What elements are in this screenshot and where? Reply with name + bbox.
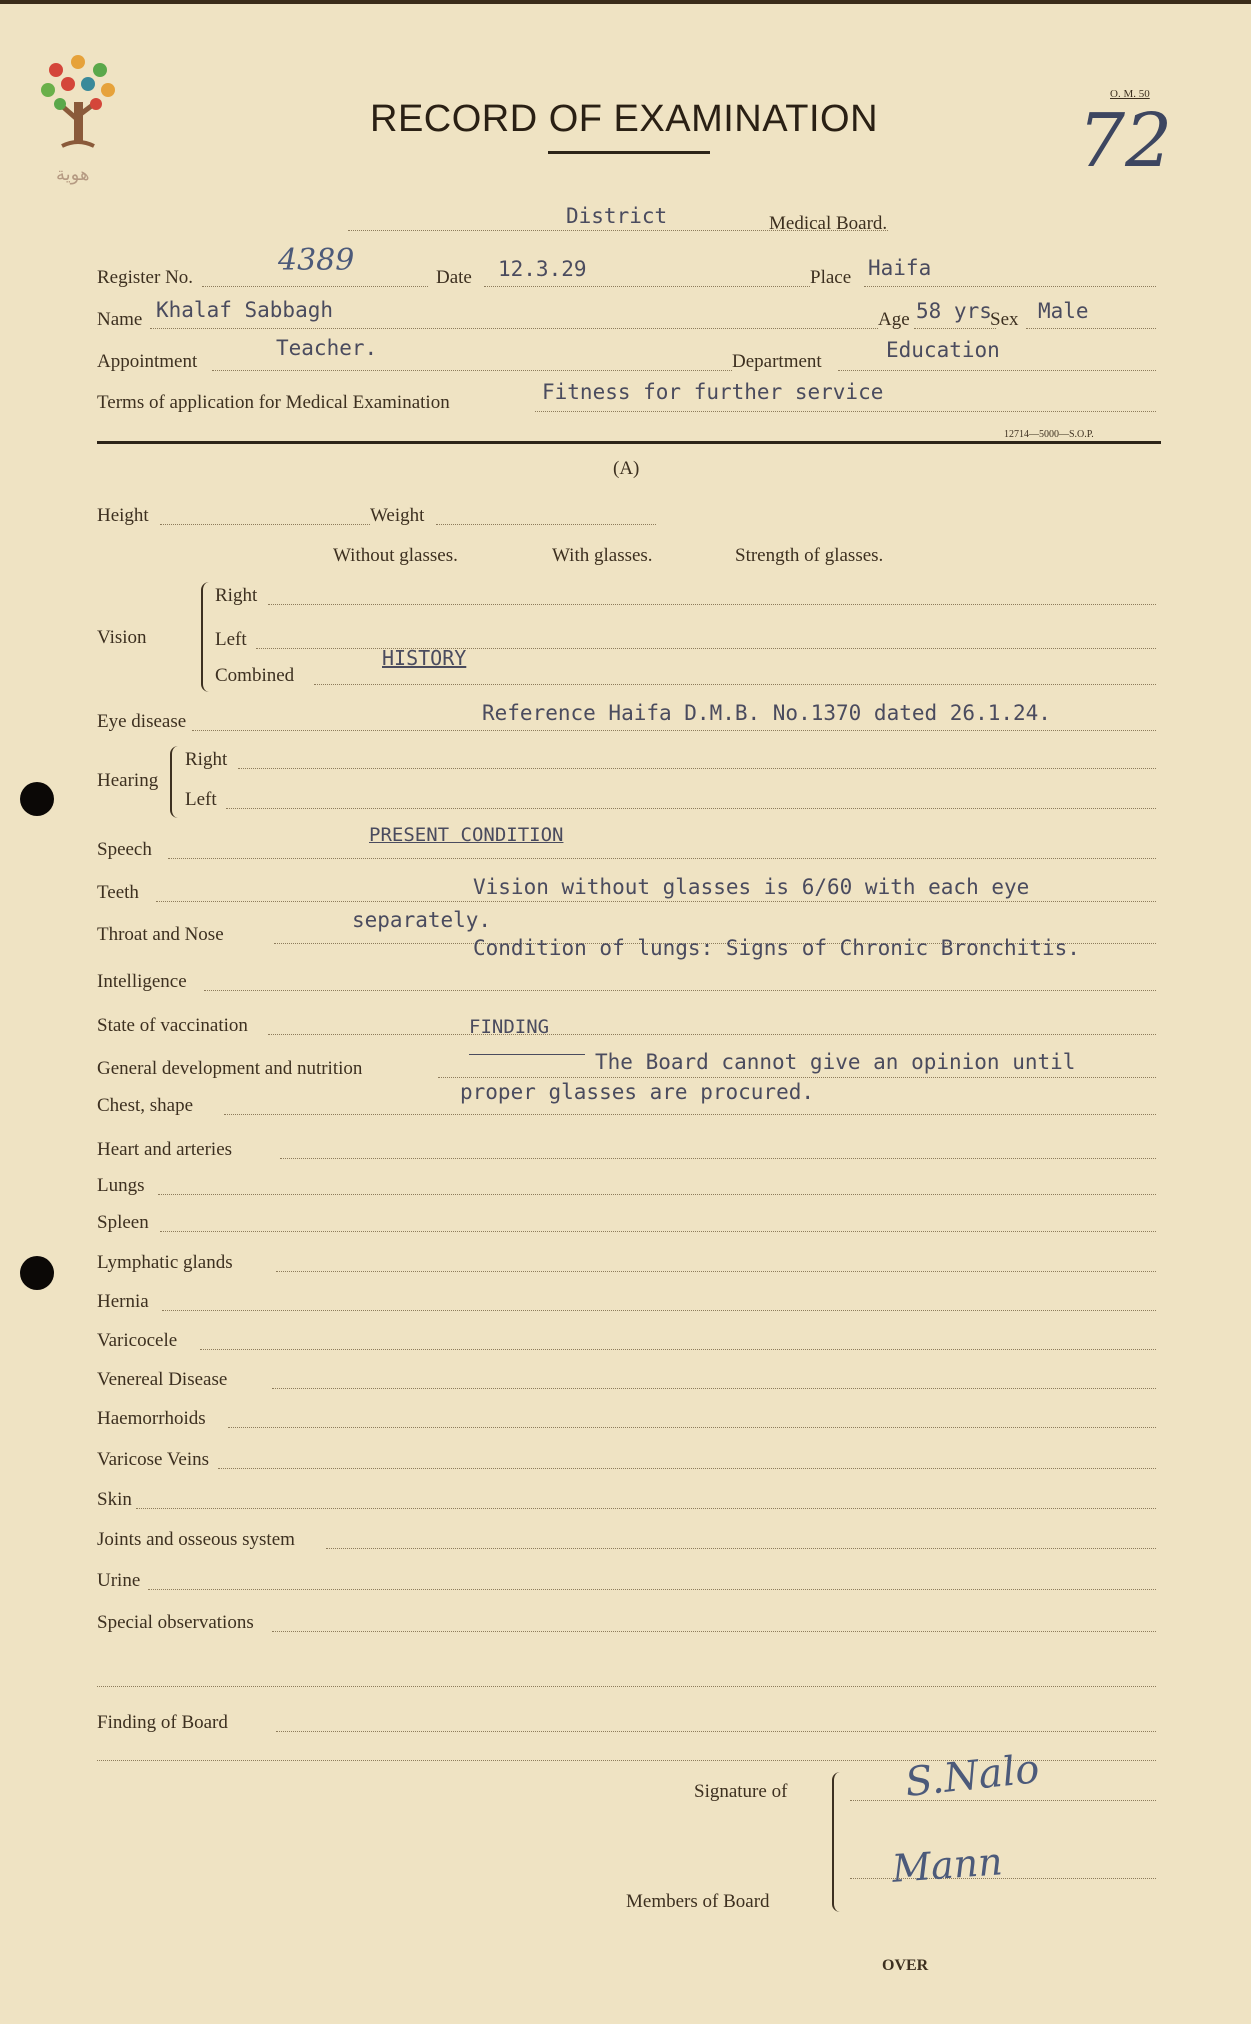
field-label-haemorrhoids: Haemorrhoids [97,1408,206,1429]
place-label: Place [810,267,852,288]
finding-heading: FINDING [469,1016,550,1038]
present-line1: Vision without glasses is 6/60 with each eye [473,875,1030,899]
age-value: 58 yrs [916,299,992,323]
field-label-special-observations: Special observations [97,1612,254,1633]
field-label-teeth: Teeth [97,882,139,903]
form-code: O. M. 50 [1110,88,1150,100]
place-value: Haifa [868,256,932,280]
field-label-spleen: Spleen [97,1212,149,1233]
field-label-varicocele: Varicocele [97,1330,178,1351]
logo-caption: هوية [56,164,90,185]
hearing-right-label: Right [185,749,228,770]
field-label-skin: Skin [97,1489,132,1510]
department-label: Department [732,351,822,372]
col-with-glasses: With glasses. [552,545,653,566]
terms-label: Terms of application for Medical Examination [97,392,450,413]
section-divider [97,441,1161,444]
top-edge [0,0,1251,4]
field-label-lymphatic-glands: Lymphatic glands [97,1252,233,1273]
register-label: Register No. [97,267,194,288]
field-label-lungs: Lungs [97,1175,145,1196]
history-text: Reference Haifa D.M.B. No.1370 dated 26.1.24. [482,701,1051,725]
finding-of-board-label: Finding of Board [97,1712,228,1733]
vision-left-label: Left [215,629,247,650]
field-label-intelligence: Intelligence [97,971,187,992]
field-label-heart-arteries: Heart and arteries [97,1139,233,1160]
date-value: 12.3.29 [498,257,587,281]
name-value: Khalaf Sabbagh [156,298,334,322]
register-value: 4389 [278,243,355,278]
tree-logo-icon [34,50,122,160]
sex-label: Sex [990,309,1019,330]
field-label-varicose-veins: Varicose Veins [97,1449,210,1470]
field-label-throat-nose: Throat and Nose [97,924,224,945]
age-label: Age [878,309,910,330]
department-value: Education [886,338,1000,362]
finding-underline [469,1054,585,1055]
vision-label: Vision [97,627,147,648]
handwritten-number: 72 [1078,98,1173,184]
sex-value: Male [1038,299,1089,323]
page-title: RECORD OF EXAMINATION [370,98,879,140]
appointment-value: Teacher. [276,336,378,360]
hearing-brace [170,746,182,818]
vision-combined-label: Combined [215,665,295,686]
present-line3: Condition of lungs: Signs of Chronic Bronchitis. [473,936,1080,960]
present-heading: PRESENT CONDITION [369,824,564,846]
weight-label: Weight [370,505,425,526]
signature-1: S.Nalo [902,1746,1042,1806]
punch-hole [20,1256,54,1290]
eye-disease-label: Eye disease [97,711,187,732]
field-label-general-development: General development and nutrition [97,1058,363,1079]
vision-right-label: Right [215,585,258,606]
field-label-urine: Urine [97,1570,141,1591]
print-code: 12714—5000—S.O.P. [1004,429,1094,440]
title-underline [548,151,710,154]
col-strength-glasses: Strength of glasses. [735,545,884,566]
punch-hole [20,782,54,816]
members-of-board-label: Members of Board [626,1891,770,1912]
date-label: Date [436,267,472,288]
field-label-speech: Speech [97,839,152,860]
signature-brace [832,1772,844,1912]
signature-label: Signature of [694,1781,788,1802]
finding-line2: proper glasses are procured. [460,1080,815,1104]
history-heading: HISTORY [382,646,467,670]
name-label: Name [97,309,143,330]
signature-2: Mann [890,1839,1004,1891]
appointment-label: Appointment [97,351,198,372]
field-label-joints-osseous: Joints and osseous system [97,1529,295,1550]
board-label: Medical Board. [769,213,888,234]
hearing-left-label: Left [185,789,217,810]
col-without-glasses: Without glasses. [333,545,458,566]
terms-value: Fitness for further service [542,380,884,404]
vision-brace [201,582,213,692]
field-label-vaccination: State of vaccination [97,1015,248,1036]
over-label: OVER [882,1957,929,1974]
field-label-venereal-disease: Venereal Disease [97,1369,228,1390]
board-type: District [566,204,668,228]
height-label: Height [97,505,149,526]
finding-line1: The Board cannot give an opinion until [595,1050,1076,1074]
present-line2: separately. [352,908,492,932]
field-label-hernia: Hernia [97,1291,149,1312]
field-label-chest-shape: Chest, shape [97,1095,194,1116]
section-a-heading: (A) [613,458,640,479]
hearing-label: Hearing [97,770,159,791]
